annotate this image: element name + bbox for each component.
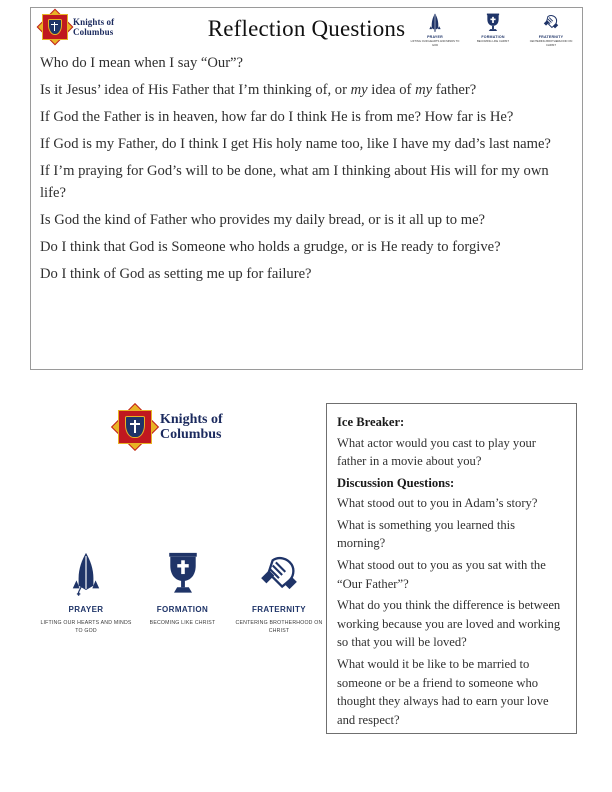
header-pillar-formation: [468, 11, 518, 47]
clasped-hands-icon: [526, 11, 576, 33]
clasped-hands-icon: [233, 545, 325, 597]
reflection-question: Is it Jesus’ idea of His Father that I’m thinking of, or my idea of my father?: [40, 82, 477, 98]
reflection-questions-box: [30, 7, 583, 370]
reflection-question: If I’m praying for God’s will to be done, what am I thinking about His will for my own life?: [40, 163, 549, 201]
header-pillar-prayer: [410, 11, 460, 47]
pillar-fraternity: [233, 545, 325, 635]
discussion-questions-heading: Discussion Questions:: [337, 475, 455, 490]
kofc-logo-large: [118, 410, 223, 444]
header-pillar-title: FORMATION: [481, 35, 505, 39]
branding-area: [30, 400, 323, 740]
discussion-question: What do you think the difference is between working because you are loved and working so that you will be loved?: [337, 598, 561, 650]
kofc-wordmark-line2: Columbus: [160, 427, 222, 442]
header-pillar-fraternity: [526, 11, 576, 47]
chalice-cross-icon: [468, 11, 518, 33]
reflection-question: If God the Father is in heaven, how far do I think He is from me? How far is He?: [40, 109, 514, 125]
kofc-wordmark-line2: Columbus: [73, 27, 114, 37]
pillar-subtitle: LIFTING OUR HEARTS AND MINDS TO GOD: [40, 620, 132, 634]
reflection-question: Do I think that God is Someone who holds a grudge, or is He ready to forgive?: [40, 238, 501, 255]
pillar-prayer: [40, 545, 132, 635]
chalice-cross-icon: [137, 545, 229, 597]
kofc-wordmark-line1: Knights of: [73, 17, 115, 27]
pillar-title: PRAYER: [68, 605, 104, 614]
kofc-emblem-icon: [118, 410, 152, 444]
kofc-wordmark: [160, 412, 223, 442]
reflection-question: Is God the kind of Father who provides my daily bread, or is it all up to me?: [40, 211, 486, 228]
praying-hands-icon: [410, 11, 460, 33]
reflection-question: If God is my Father, do I think I get His holy name too, like I have my dad’s last name?: [40, 136, 551, 152]
reflection-question-list: [40, 53, 573, 291]
pillar-title: FRATERNITY: [251, 605, 307, 614]
header-pillar-subtitle: BECOMING LIKE CHRIST: [477, 40, 509, 43]
pillar-subtitle: BECOMING LIKE CHRIST: [149, 620, 216, 626]
page-title: Reflection Questions: [207, 16, 406, 41]
kofc-wordmark-line1: Knights of: [160, 412, 223, 427]
header-pillar-subtitle: LIFTING OUR HEARTS AND MINDS TO GOD: [410, 40, 460, 47]
header-pillar-subtitle: CENTERING BROTHERHOOD ON CHRIST: [529, 40, 573, 47]
reflection-question: Who do I mean when I say “Our”?: [40, 55, 244, 71]
header-pillar-title: PRAYER: [427, 35, 443, 39]
discussion-question: What stood out to you in Adam’s story?: [337, 496, 538, 511]
praying-hands-icon: [40, 545, 132, 597]
discussion-panel: [326, 403, 577, 734]
discussion-question: What is something you learned this morning?: [337, 517, 516, 551]
pillar-title: FORMATION: [156, 605, 209, 614]
ice-breaker-heading: Ice Breaker:: [337, 415, 405, 429]
discussion-question: What would it be like to be married to someone or be a friend to someone who thought they always had to earn your love and respect?: [337, 656, 549, 727]
pillar-formation: [137, 545, 229, 635]
ice-breaker-item: What actor would you cast to play your father in a movie about you?: [337, 435, 536, 469]
reflection-question: Do I think of God as setting me up for failure?: [40, 265, 312, 282]
pillars-row: [40, 545, 325, 635]
header-pillars: [410, 11, 576, 47]
header-pillar-title: FRATERNITY: [538, 35, 564, 39]
discussion-question: What stood out to you as you sat with the “Our Father”?: [337, 557, 546, 591]
pillar-subtitle: CENTERING BROTHERHOOD ON CHRIST: [235, 620, 323, 634]
